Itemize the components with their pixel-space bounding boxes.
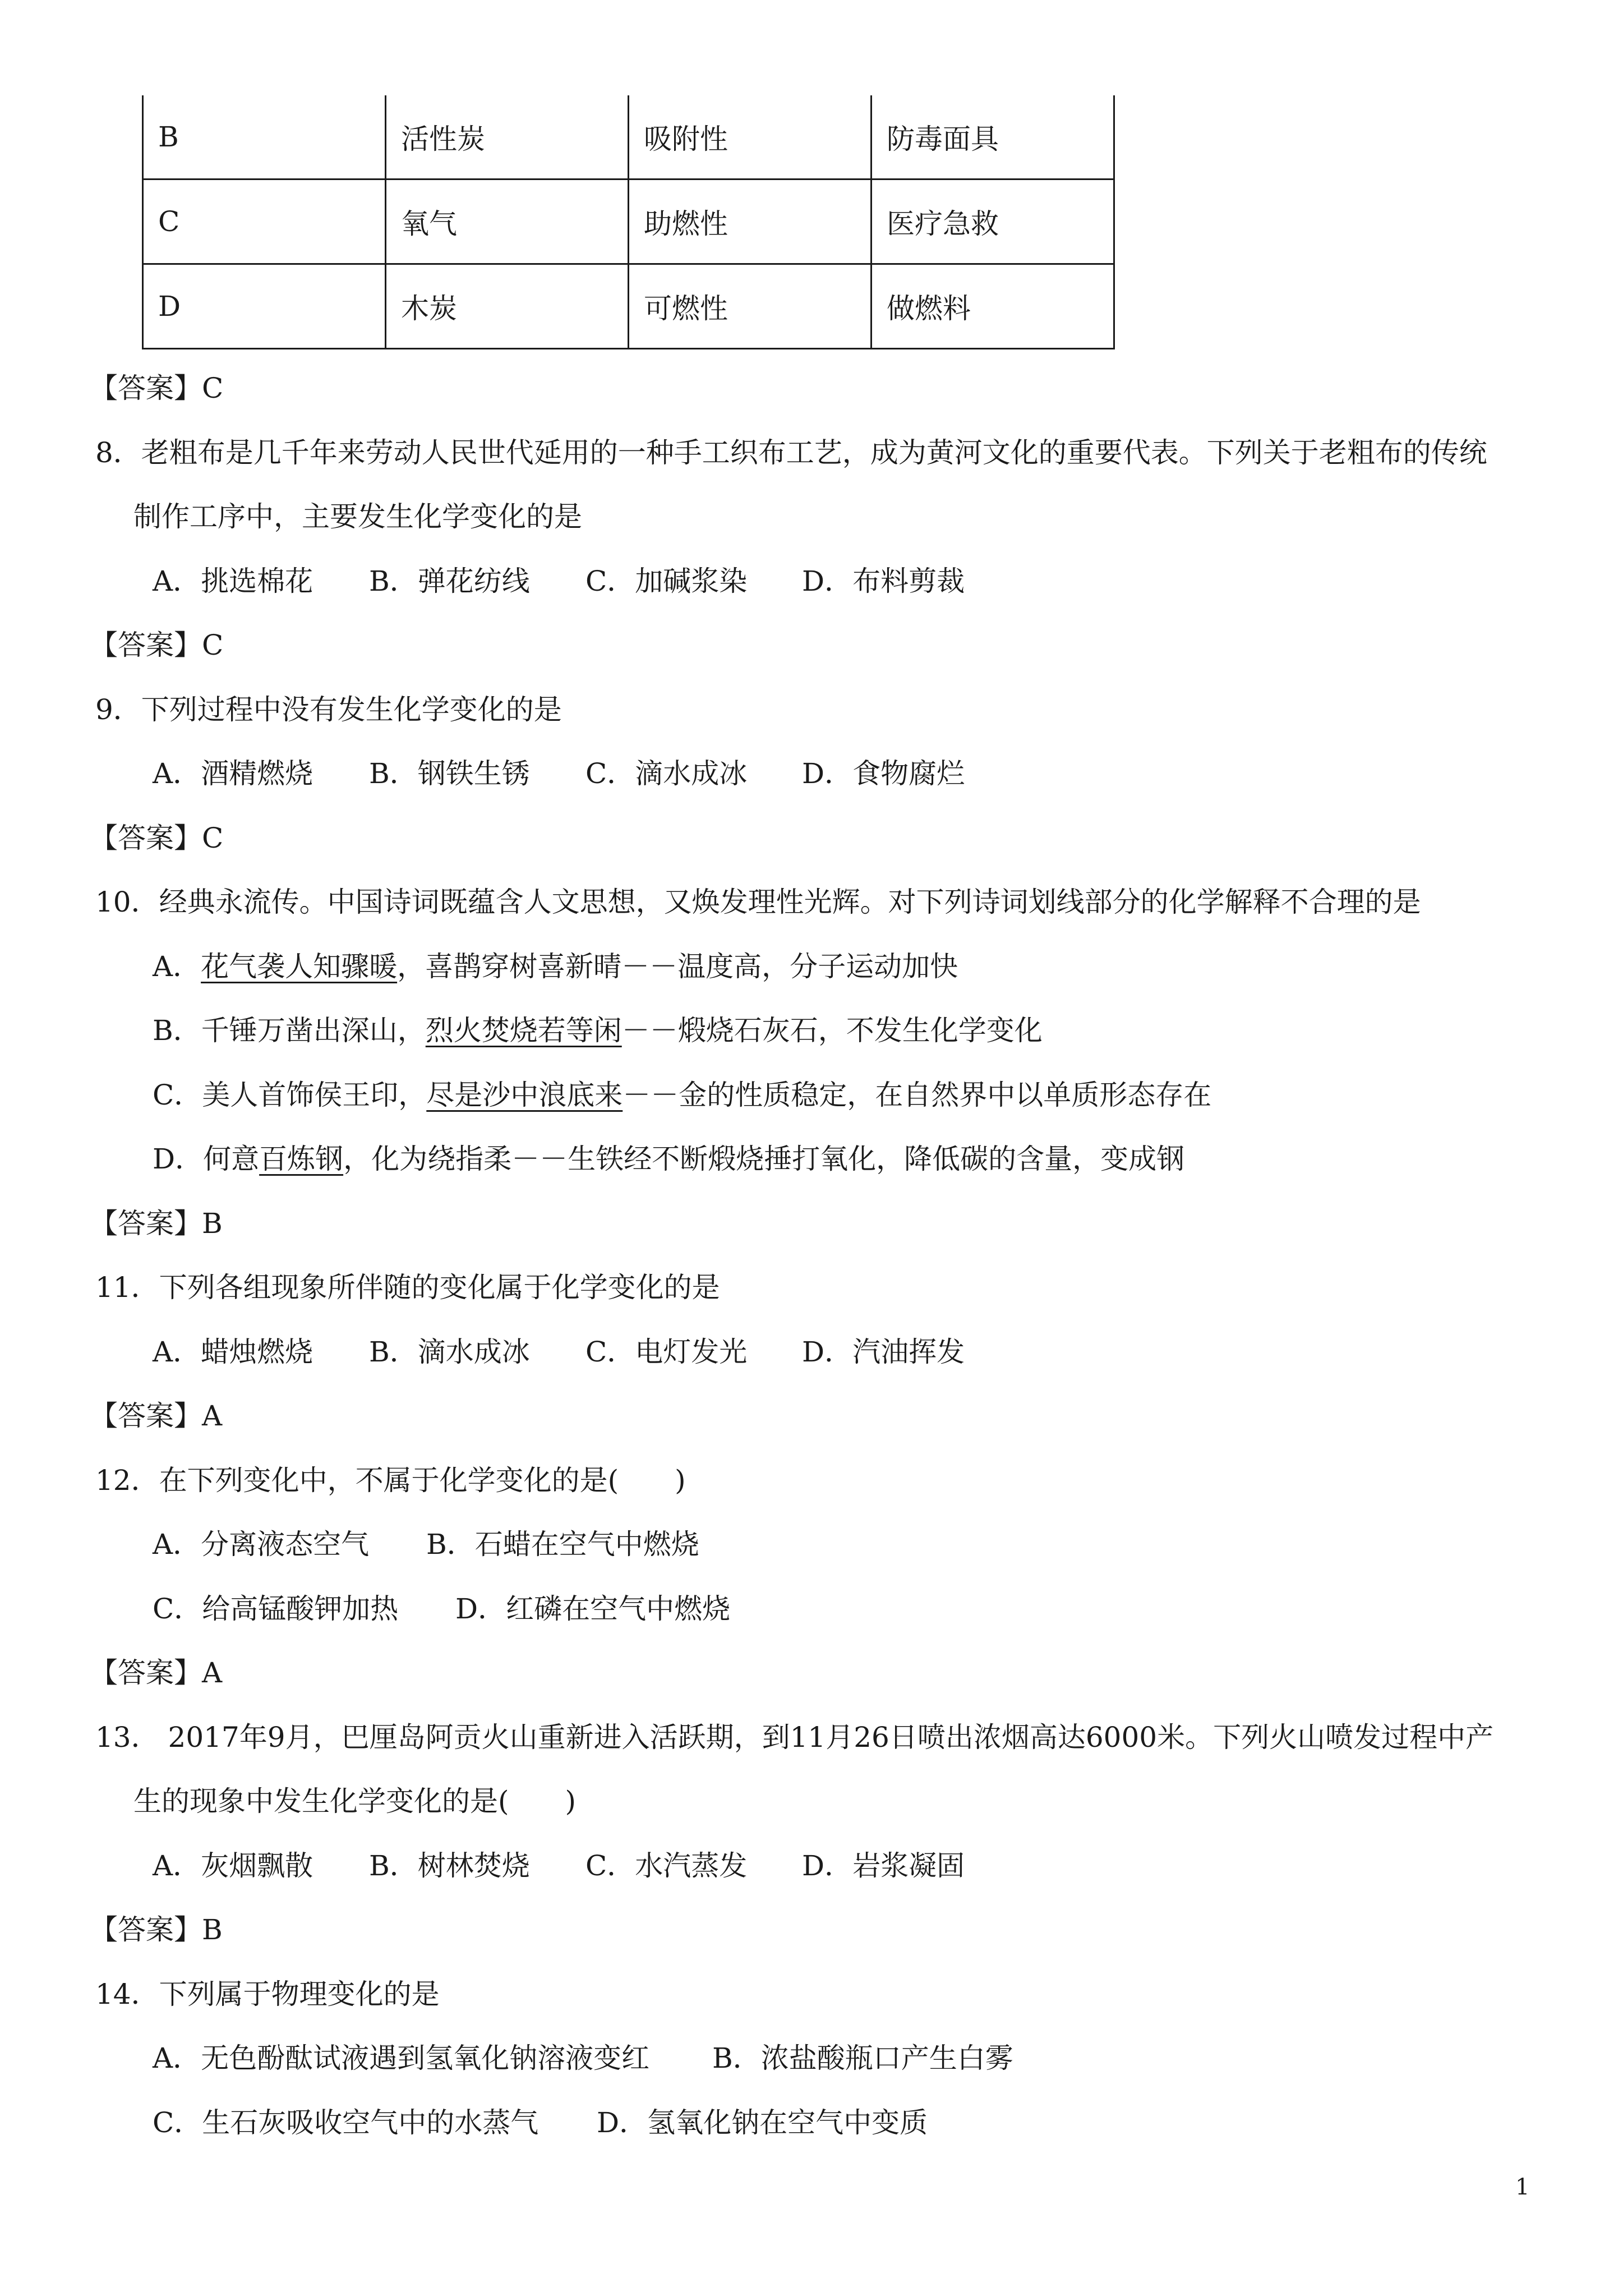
table-cell: 活性炭 bbox=[386, 95, 629, 180]
q11-option-a: A．蜡烛燃烧 bbox=[153, 1336, 313, 1368]
question-12: 12．在下列变化中，不属于化学变化的是( ) bbox=[95, 1464, 686, 1497]
q8-option-c: C．加碱浆染 bbox=[585, 565, 748, 597]
page-number: 1 bbox=[1515, 2174, 1530, 2200]
q10-option-b bbox=[153, 1014, 1043, 1047]
table-cell: 助燃性 bbox=[629, 180, 872, 264]
table-cell: C bbox=[143, 180, 386, 264]
question-8-line2: 制作工序中，主要发生化学变化的是 bbox=[133, 500, 582, 533]
option-explanation: ，化为绕指柔－－生铁经不断煅烧捶打氧化，降低碳的含量，变成钢 bbox=[343, 1143, 1185, 1175]
underlined-verse: 尽是沙中浪底来 bbox=[426, 1079, 623, 1111]
underlined-verse: 花气袭人知骤暖 bbox=[201, 950, 398, 983]
table-row bbox=[143, 264, 1114, 349]
answer-12: 【答案】A bbox=[90, 1657, 223, 1689]
option-explanation: －－煅烧石灰石，不发生化学变化 bbox=[621, 1014, 1043, 1047]
table-row bbox=[143, 95, 1114, 180]
q11-option-b: B．滴水成冰 bbox=[369, 1336, 530, 1368]
table-row bbox=[143, 180, 1114, 264]
q13-option-d: D．岩浆凝固 bbox=[802, 1849, 965, 1882]
question-11: 11．下列各组现象所伴随的变化属于化学变化的是 bbox=[95, 1271, 720, 1304]
q9-option-b: B．钢铁生锈 bbox=[369, 757, 530, 790]
q8-option-a: A．挑选棉花 bbox=[153, 565, 313, 597]
table-cell: D bbox=[143, 264, 386, 349]
answer-11: 【答案】A bbox=[90, 1400, 223, 1432]
question-13: 13． 2017年9月，巴厘岛阿贡火山重新进入活跃期，到11月26日喷出浓烟高达6000米。下列火山喷发过程中产 bbox=[95, 1721, 1494, 1754]
q12-option-a: A．分离液态空气 bbox=[153, 1528, 370, 1561]
q8-option-d: D．布料剪裁 bbox=[802, 565, 965, 597]
q12-option-d: D．红磷在空气中燃烧 bbox=[455, 1593, 731, 1625]
q10-option-c bbox=[153, 1078, 1211, 1112]
q13-option-c: C．水汽蒸发 bbox=[585, 1849, 748, 1882]
answer-8: 【答案】C bbox=[90, 629, 224, 661]
q13-option-a: A．灰烟飘散 bbox=[153, 1849, 313, 1882]
answer-13: 【答案】B bbox=[90, 1913, 223, 1946]
q14-option-b: B．浓盐酸瓶口产生白雾 bbox=[712, 2042, 1013, 2074]
table-cell: 木炭 bbox=[386, 264, 629, 349]
q11-option-d: D．汽油挥发 bbox=[802, 1336, 965, 1368]
option-explanation: －－金的性质稳定，在自然界中以单质形态存在 bbox=[623, 1079, 1212, 1111]
table-cell: 做燃料 bbox=[872, 264, 1114, 349]
option-explanation: ，喜鹊穿树喜新晴－－温度高，分子运动加快 bbox=[397, 950, 958, 983]
option-prefix: C．美人首饰侯王印， bbox=[153, 1079, 427, 1111]
answer-7: 【答案】C bbox=[90, 372, 224, 404]
table-cell: 医疗急救 bbox=[872, 180, 1114, 264]
question-13-line2: 生的现象中发生化学变化的是( ) bbox=[133, 1785, 577, 1818]
table-cell: 氧气 bbox=[386, 180, 629, 264]
option-prefix: A． bbox=[153, 950, 201, 983]
options-table bbox=[142, 95, 1115, 349]
q14-option-c: C．生石灰吸收空气中的水蒸气 bbox=[153, 2106, 539, 2139]
option-prefix: D．何意 bbox=[153, 1143, 260, 1175]
table-cell: 可燃性 bbox=[629, 264, 872, 349]
q11-option-c: C．电灯发光 bbox=[585, 1336, 748, 1368]
q8-option-b: B．弹花纺线 bbox=[369, 565, 530, 597]
q9-option-d: D．食物腐烂 bbox=[802, 757, 965, 790]
underlined-verse: 烈火焚烧若等闲 bbox=[425, 1014, 622, 1047]
q10-option-d bbox=[153, 1142, 1184, 1176]
q9-option-c: C．滴水成冰 bbox=[585, 757, 748, 790]
question-10: 10．经典永流传。中国诗词既蕴含人文思想，又焕发理性光辉。对下列诗词划线部分的化学解释不合理的是 bbox=[95, 886, 1421, 918]
q10-option-a bbox=[153, 950, 958, 983]
q13-option-b: B．树林焚烧 bbox=[369, 1849, 530, 1882]
question-8: 8．老粗布是几千年来劳动人民世代延用的一种手工织布工艺，成为黄河文化的重要代表。下列关于老粗布的传统 bbox=[95, 436, 1487, 469]
table-cell: 防毒面具 bbox=[872, 95, 1114, 180]
q14-option-d: D．氢氧化钠在空气中变质 bbox=[597, 2106, 928, 2139]
q14-option-a: A．无色酚酞试液遇到氢氧化钠溶液变红 bbox=[153, 2042, 650, 2074]
question-14: 14．下列属于物理变化的是 bbox=[95, 1978, 440, 2010]
table-cell: 吸附性 bbox=[629, 95, 872, 180]
q12-option-c: C．给高锰酸钾加热 bbox=[153, 1593, 399, 1625]
q12-option-b: B．石蜡在空气中燃烧 bbox=[426, 1528, 699, 1561]
question-9: 9．下列过程中没有发生化学变化的是 bbox=[95, 693, 562, 726]
underlined-verse: 百炼钢 bbox=[259, 1143, 344, 1175]
answer-10: 【答案】B bbox=[90, 1207, 223, 1240]
answer-9: 【答案】C bbox=[90, 822, 224, 854]
option-prefix: B．千锤万凿出深山， bbox=[153, 1014, 426, 1047]
q9-option-a: A．酒精燃烧 bbox=[153, 757, 313, 790]
table-cell: B bbox=[143, 95, 386, 180]
